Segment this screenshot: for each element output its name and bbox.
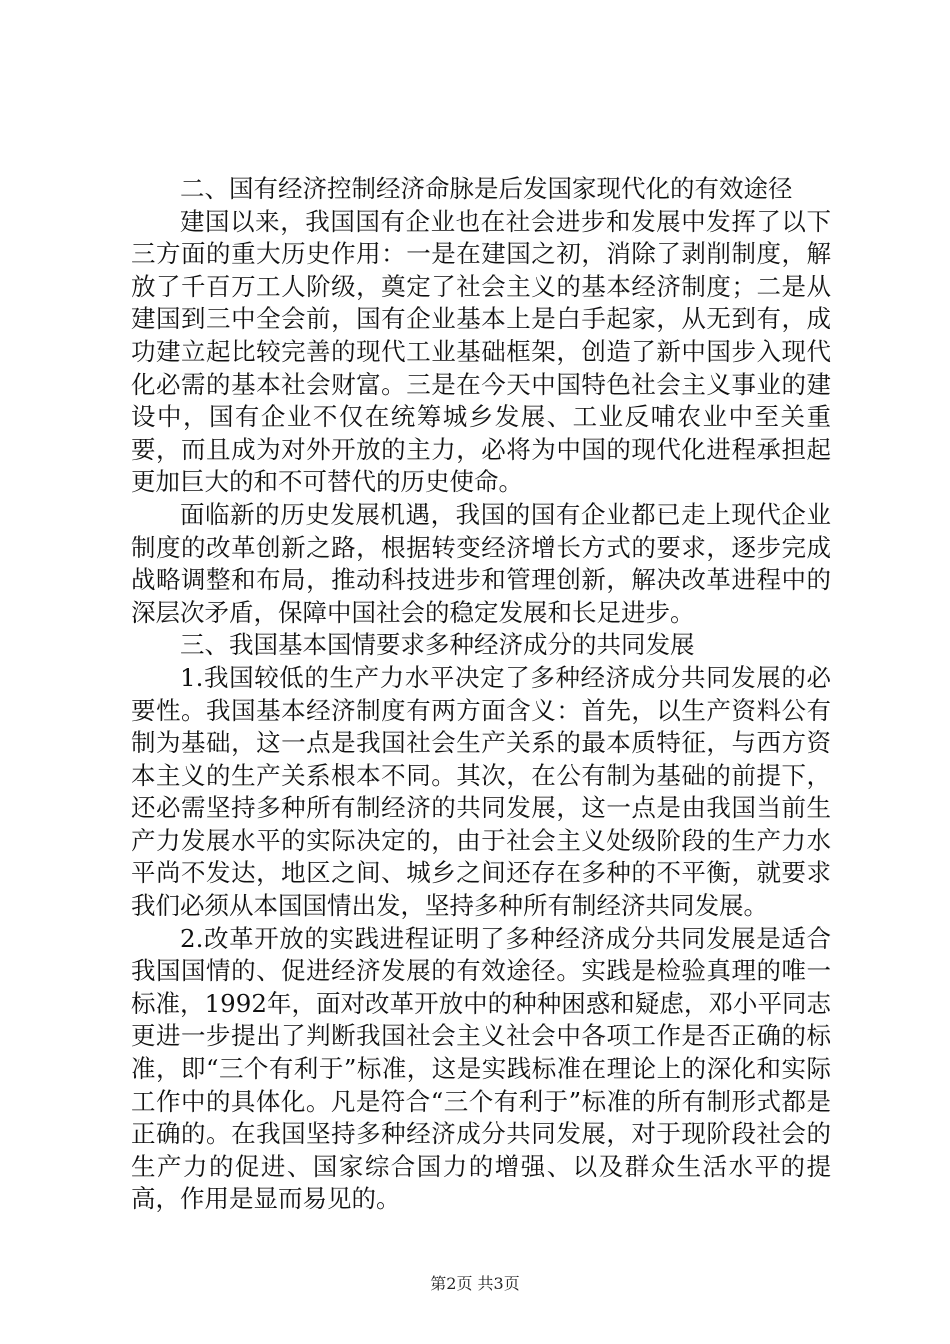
paragraph: 1.我国较低的生产力水平决定了多种经济成分共同发展的必要性。我国基本经济制度有两方面含义：首先，以生产资料公有制为基础，这一点是我国社会生产关系的最本质特征，与西方资本主义的生产关系根本不同。其次，在公有制为基础的前提下，还必需坚持多种所有制经济的共同发展，这一点是由我国当前生产力发展水平的实际决定的，由于社会主义处级阶段的生产力水平尚不发达，地区之间、城乡之间还存在多种的不平衡，就要求我们必须从本国国情出发，坚持多种所有制经济共同发展。	[131, 662, 831, 921]
paragraph: 面临新的历史发展机遇，我国的国有企业都已走上现代企业制度的改革创新之路，根据转变经济增长方式的要求，逐步完成战略调整和布局，推动科技进步和管理创新，解决改革进程中的深层次矛盾，保障中国社会的稳定发展和长足进步。	[131, 499, 831, 627]
page-footer: 第2页 共3页	[430, 1274, 520, 1293]
paragraph: 建国以来，我国国有企业也在社会进步和发展中发挥了以下三方面的重大历史作用：一是在建国之初，消除了剥削制度，解放了千百万工人阶级，奠定了社会主义的基本经济制度；二是从建国到三中全会前，国有企业基本上是白手起家，从无到有，成功建立起比较完善的现代工业基础框架，创造了新中国步入现代化必需的基本社会财富。三是在今天中国特色社会主义事业的建设中，国有企业不仅在统筹城乡发展、工业反哺农业中至关重要，而且成为对外开放的主力，必将为中国的现代化进程承担起更加巨大的和不可替代的历史使命。	[131, 206, 831, 497]
paragraph: 2.改革开放的实践进程证明了多种经济成分共同发展是适合我国国情的、促进经济发展的有效途径。实践是检验真理的唯一标准，1992年，面对改革开放中的种种困惑和疑虑，邓小平同志更进一步提出了判断我国社会主义社会中各项工作是否正确的标准，即“三个有利于”标准，这是实践标准在理论上的深化和实际工作中的具体化。凡是符合“三个有利于”标准的所有制形式都是正确的。在我国坚持多种经济成分共同发展，对于现阶段社会的生产力的促进、国家综合国力的增强、以及群众生活水平的提高，作用是显而易见的。	[131, 923, 831, 1214]
section-heading-3: 三、我国基本国情要求多种经济成分的共同发展	[180, 630, 695, 660]
section-heading-2: 二、国有经济控制经济命脉是后发国家现代化的有效途径	[180, 174, 793, 203]
document-body	[131, 173, 831, 1216]
